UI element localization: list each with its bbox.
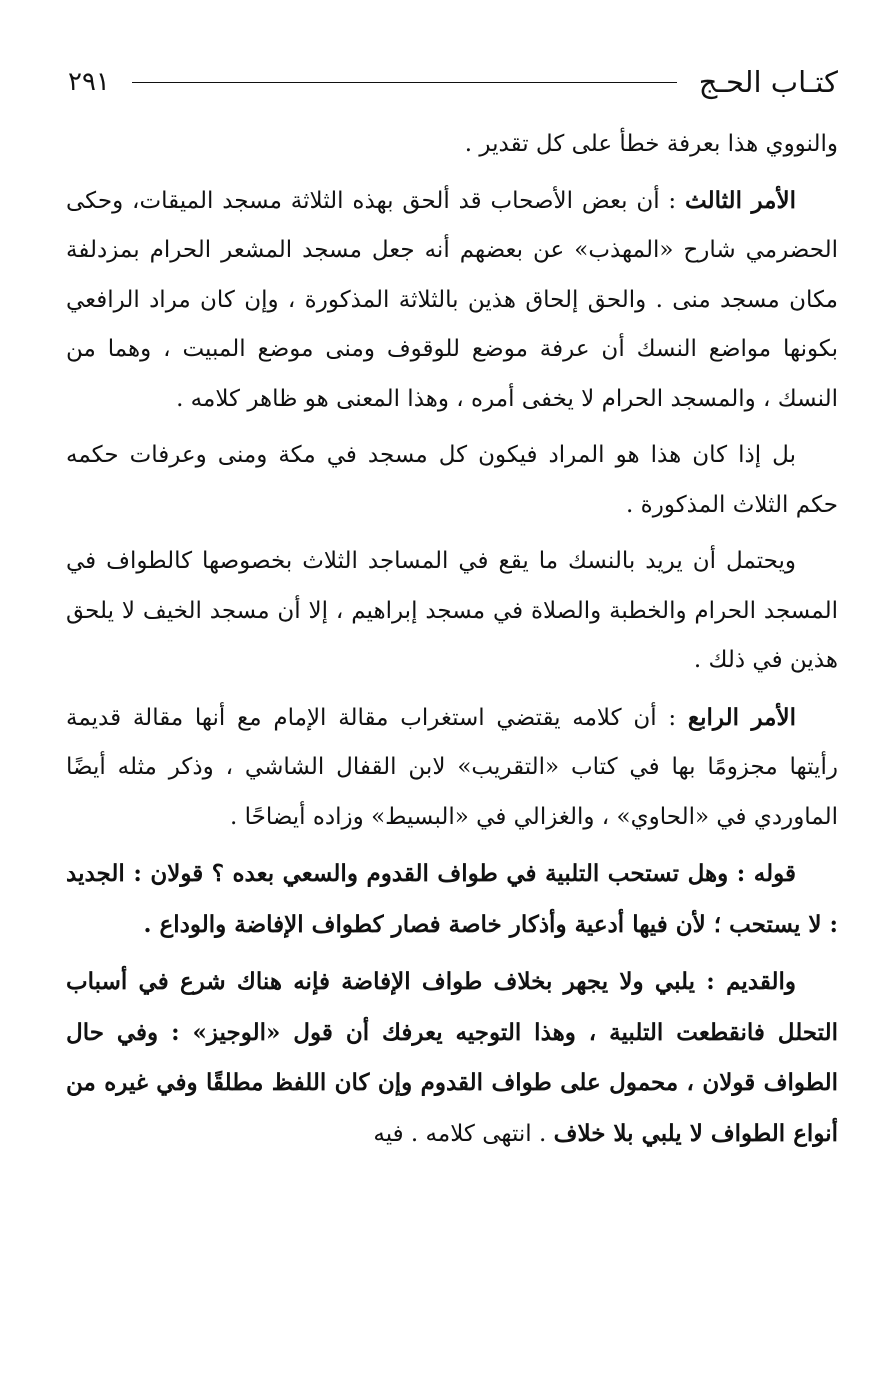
quoted-text: قوله : وهل تستحب التلبية في طواف القدوم والسعي بعده ؟ قولان : الجديد : لا يستحب ؛ لأن فيها أدعية وأذكار خاصة فصار كطواف الإفاضة والوداع . [66,860,838,938]
header-rule [132,82,677,83]
page-body [66,120,838,1166]
paragraph-1 [66,120,838,170]
paragraph-text: : أن كلامه يقتضي استغراب مقالة الإمام مع أنها مقالة قديمة رأيتها مجزومًا بها في كتاب «التقريب» لابن القفال الشاشي ، وذكر مثله أيضًا الماوردي في «الحاوي» ، والغزالي في «البسيط» وزاده أيضاحًا . [66,704,838,830]
paragraph-3 [66,431,838,530]
paragraph-text: . انتهى كلامه . فيه [373,1120,554,1147]
running-title: كتـاب الحـج [698,65,838,99]
paragraph-7-quotation [66,957,838,1159]
paragraph-6-quotation [66,849,838,950]
section-heading-fourth: الأمر الرابع [687,703,796,731]
paragraph-2 [66,176,838,425]
section-heading-third: الأمر الثالث [685,186,796,214]
paragraph-5 [66,693,838,843]
paragraph-text: ويحتمل أن يريد بالنسك ما يقع في المساجد الثلاث بخصوصها كالطواف في المسجد الحرام والخطبة والصلاة في مسجد إبراهيم ، إلا أن مسجد الخيف لا يلحق هذين في ذلك . [66,548,838,673]
paragraph-4 [66,537,838,686]
paragraph-text: بل إذا كان هذا هو المراد فيكون كل مسجد في مكة ومنى وعرفات حكمه حكم الثلاث المذكورة . [66,442,838,518]
paragraph-text: والنووي هذا بعرفة خطأ على كل تقدير . [464,131,838,157]
quoted-text: والقديم : يلبي ولا يجهر بخلاف طواف الإفاضة فإنه هناك شرع في أسباب التحلل فانقطعت التلبية ، وهذا التوجيه يعرفك أن قول «الوجيز» : وفي حال الطواف قولان ، محمول على طواف القدوم وإن كان اللفظ مطلقًا وفي غيره من أنواع الطواف لا يلبي بلا خلاف [66,968,838,1147]
page-header [68,62,838,102]
paragraph-text: : أن بعض الأصحاب قد ألحق بهذه الثلاثة مسجد الميقات، وحكى الحضرمي شارح «المهذب» عن بعضهم أنه جعل مسجد المشعر الحرام بمزدلفة مكان مسجد منى . والحق إلحاق هذين بالثلاثة المذكورة ، وإن كان مراد الرافعي بكونها مواضع النسك أن عرفة موضع للوقوف ومنى موضع المبيت ، وهما من النسك ، والمسجد الحرام لا يخفى أمره ، وهذا المعنى هو ظاهر كلامه . [66,187,838,412]
page-number: ٢٩١ [68,67,110,97]
